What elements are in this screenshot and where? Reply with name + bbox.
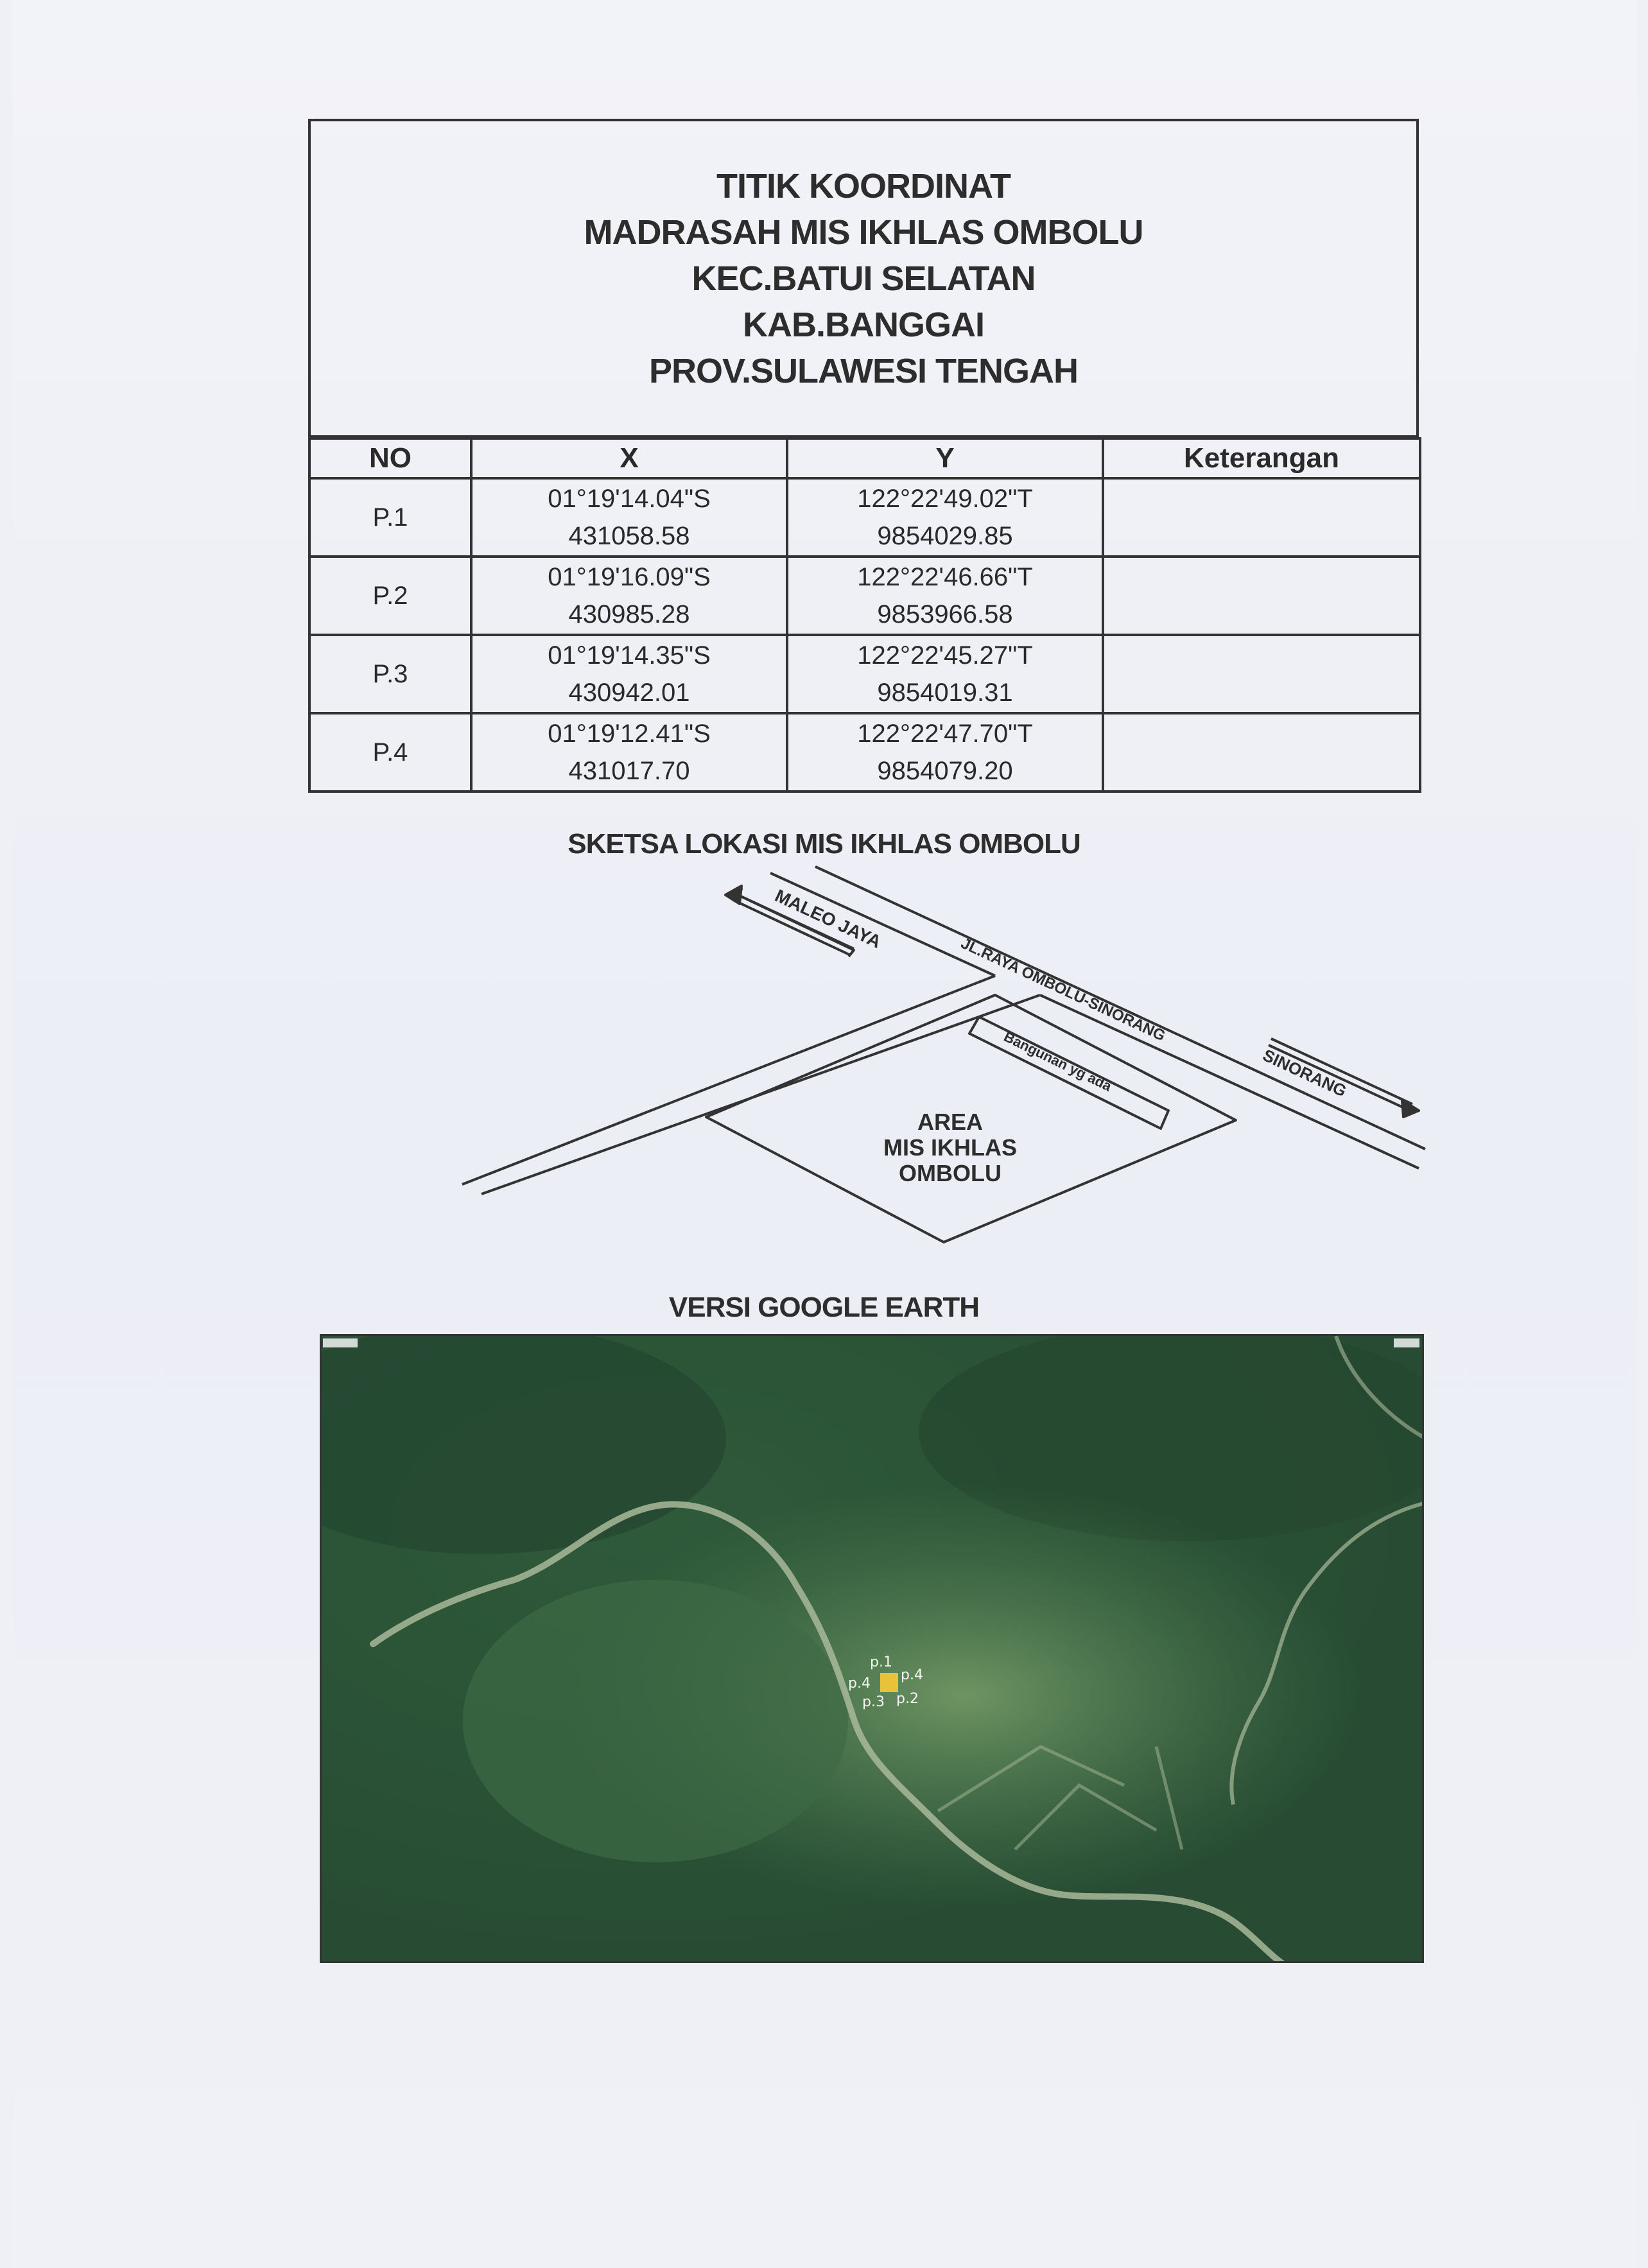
x-dms: 01°19'14.35"S bbox=[548, 641, 711, 670]
building-label: Bangunan yg ada bbox=[1001, 1028, 1115, 1095]
y-dms: 122°22'45.27"T bbox=[857, 641, 1033, 670]
y-cell bbox=[787, 635, 1103, 713]
x-utm: 431058.58 bbox=[568, 522, 690, 550]
y-utm: 9854019.31 bbox=[877, 679, 1013, 707]
satellite-map bbox=[322, 1336, 1424, 1963]
table-row bbox=[309, 635, 1420, 713]
point-no: P.4 bbox=[309, 713, 471, 792]
maleo-jaya-label: MALEO JAYA bbox=[772, 885, 885, 952]
map-logo-tag bbox=[323, 1338, 358, 1347]
x-dms: 01°19'12.41"S bbox=[548, 720, 711, 748]
satellite-image bbox=[320, 1334, 1424, 1963]
point-no: P.3 bbox=[309, 635, 471, 713]
header-keterangan: Keterangan bbox=[1103, 438, 1420, 478]
point-label-p4-right: p.4 bbox=[901, 1667, 923, 1683]
sketch-title: SKETSA LOKASI MIS IKHLAS OMBOLU bbox=[568, 828, 1080, 860]
x-cell bbox=[471, 635, 787, 713]
title-line-1: TITIK KOORDINAT bbox=[716, 166, 1010, 205]
sinorang-label: SINORANG bbox=[1260, 1045, 1350, 1101]
site-marker bbox=[880, 1673, 898, 1692]
y-dms: 122°22'47.70"T bbox=[857, 720, 1033, 748]
y-utm: 9854029.85 bbox=[877, 522, 1013, 550]
keterangan-cell bbox=[1103, 478, 1420, 557]
y-dms: 122°22'46.66"T bbox=[857, 563, 1033, 591]
point-label-p2: p.2 bbox=[896, 1691, 919, 1707]
area-label-1: AREA bbox=[917, 1109, 984, 1135]
forest-patch bbox=[463, 1580, 848, 1862]
x-cell bbox=[471, 478, 787, 557]
keterangan-cell bbox=[1103, 713, 1420, 792]
title-line-5: PROV.SULAWESI TENGAH bbox=[648, 351, 1079, 390]
x-cell bbox=[471, 713, 787, 792]
y-dms: 122°22'49.02"T bbox=[857, 485, 1033, 513]
earth-title: VERSI GOOGLE EARTH bbox=[668, 1292, 980, 1323]
table-header-row bbox=[309, 438, 1420, 478]
title-line-4: KAB.BANGGAI bbox=[743, 305, 984, 344]
point-no: P.1 bbox=[309, 478, 471, 557]
coordinate-table bbox=[308, 437, 1421, 793]
y-cell bbox=[787, 713, 1103, 792]
area-label-2: MIS IKHLAS bbox=[883, 1134, 1018, 1161]
keterangan-cell bbox=[1103, 635, 1420, 713]
x-dms: 01°19'14.04"S bbox=[548, 485, 711, 513]
x-utm: 430942.01 bbox=[568, 679, 690, 707]
point-no: P.2 bbox=[309, 557, 471, 635]
table-row bbox=[309, 713, 1420, 792]
location-sketch bbox=[449, 854, 1438, 1265]
header-y: Y bbox=[787, 438, 1103, 478]
point-label-p3: p.3 bbox=[862, 1694, 885, 1710]
x-dms: 01°19'16.09"S bbox=[548, 563, 711, 591]
point-label-p4-left: p.4 bbox=[848, 1675, 871, 1692]
area-label-3: OMBOLU bbox=[899, 1160, 1002, 1186]
title-box bbox=[308, 119, 1419, 438]
table-row bbox=[309, 478, 1420, 557]
keterangan-cell bbox=[1103, 557, 1420, 635]
map-scale-tag bbox=[1394, 1338, 1419, 1347]
y-cell bbox=[787, 478, 1103, 557]
y-utm: 9854079.20 bbox=[877, 757, 1013, 785]
y-utm: 9853966.58 bbox=[877, 600, 1013, 628]
point-label-p1: p.1 bbox=[870, 1654, 892, 1670]
header-x: X bbox=[471, 438, 787, 478]
y-cell bbox=[787, 557, 1103, 635]
header-no: NO bbox=[309, 438, 471, 478]
main-road-label: JL.RAYA OMBOLU-SINORANG bbox=[958, 934, 1168, 1045]
title-line-2: MADRASAH MIS IKHLAS OMBOLU bbox=[584, 212, 1143, 252]
table-row bbox=[309, 557, 1420, 635]
maleo-arrow-head bbox=[725, 886, 742, 904]
title-line-3: KEC.BATUI SELATAN bbox=[691, 259, 1036, 298]
x-cell bbox=[471, 557, 787, 635]
x-utm: 430985.28 bbox=[568, 600, 690, 628]
x-utm: 431017.70 bbox=[568, 757, 690, 785]
